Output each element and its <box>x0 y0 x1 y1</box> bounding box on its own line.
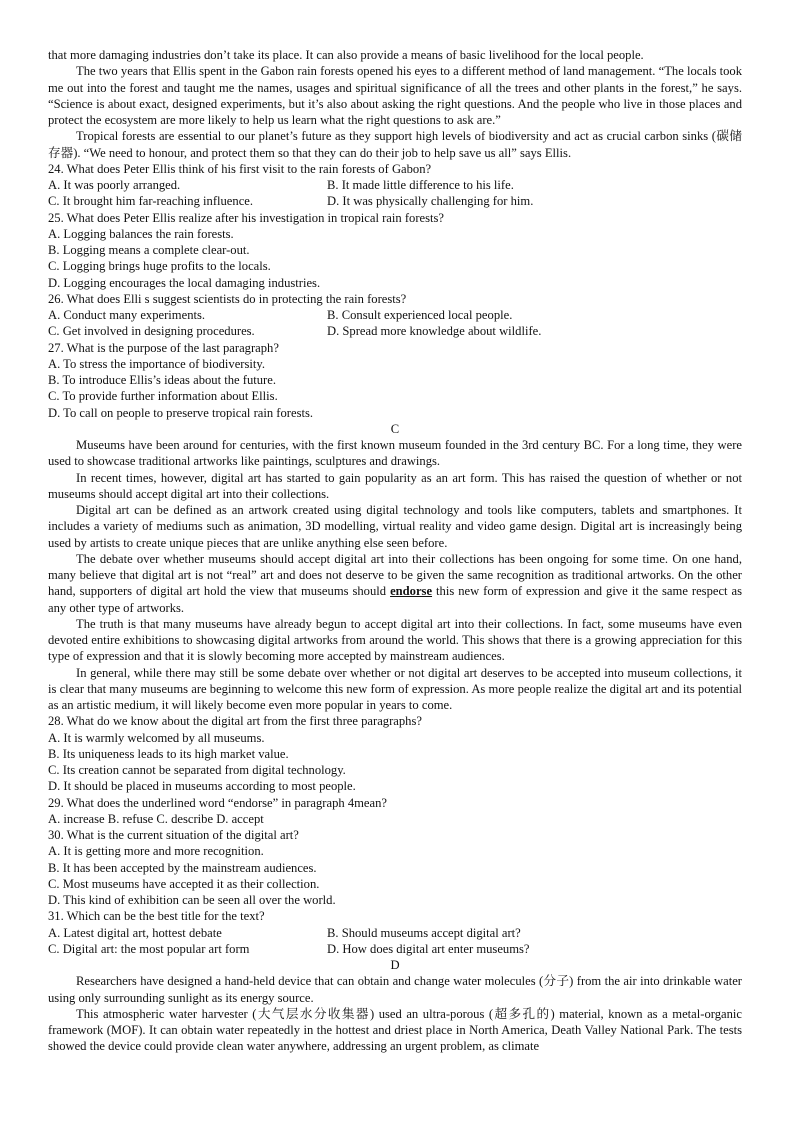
paragraph-b-1: The two years that Ellis spent in the Gabon rain forests opened his eyes to a different method of land management. “The locals took me out into the forest and taught me the names, usages and spiritual significance of all the trees and other plants in the forest,” he says. “Science is about exact, designed experiments, but it’s also about asking the right questions. And the people who live in those places and protect the ecosystem are more likely to help us learn what the right questions to ask are.” <box>48 64 742 127</box>
question-26-options-row-2 <box>48 323 742 339</box>
question-26-options-row-1 <box>48 307 742 323</box>
paragraph-b-continued: that more damaging industries don’t take its place. It can also provide a means of basic livelihood for the local people. <box>48 48 644 62</box>
option-c[interactable]: C. To provide further information about Ellis. <box>48 389 278 404</box>
option-c[interactable]: C. Logging brings huge profits to the locals. <box>48 259 271 274</box>
option-a[interactable]: A. It is warmly welcomed by all museums. <box>48 730 265 745</box>
option-b[interactable]: B. Logging means a complete clear-out. <box>48 243 250 257</box>
option-c[interactable]: C. It brought him far-reaching influence. <box>48 194 254 209</box>
question-30-stem: 30. What is the current situation of the digital art? <box>48 828 299 842</box>
option-a[interactable]: A. It is getting more and more recognition. <box>48 844 264 859</box>
question-27-stem: 27. What is the purpose of the last paragraph? <box>48 340 279 355</box>
option-c[interactable]: C. Its creation cannot be separated from digital technology. <box>48 763 346 777</box>
option-a[interactable]: A. To stress the importance of biodiversity. <box>48 356 266 371</box>
question-31-stem: 31. Which can be the best title for the text? <box>48 909 265 924</box>
option-b[interactable]: B. Should museums accept digital art? <box>327 925 521 940</box>
option-d[interactable]: D. This kind of exhibition can be seen all over the world. <box>48 893 336 907</box>
question-24-options-row-1 <box>48 177 742 193</box>
question-31-options-row-2 <box>48 941 742 957</box>
question-29-stem: 29. What does the underlined word “endorse” in paragraph 4mean? <box>48 795 387 810</box>
question-26-stem: 26. What does Elli s suggest scientists do in protecting the rain forests? <box>48 291 407 306</box>
question-28-stem: 28. What do we know about the digital art from the first three paragraphs? <box>48 714 422 729</box>
paragraph-c-3: Digital art can be defined as an artwork created using digital technology and tools like computers, tablets and smartphones. It includes a variety of mediums such as animation, 3D modelling, virtual reality and video game design. Digital art is increasingly being used by artists to create unique pieces that are unlike anything else seen before. <box>48 503 742 550</box>
question-24-stem: 24. What does Peter Ellis think of his first visit to the rain forests of Gabon? <box>48 161 432 176</box>
section-d-heading: D <box>390 958 400 972</box>
option-a[interactable]: A. Latest digital art, hottest debate <box>48 925 222 940</box>
question-29-options[interactable]: A. increase B. refuse C. describe D. accept <box>48 811 264 826</box>
option-c[interactable]: C. Most museums have accepted it as their collection. <box>48 876 320 891</box>
paragraph-c-4 <box>48 551 742 616</box>
paragraph-c-6: In general, while there may still be some debate over whether or not digital art deserves to be accepted into museum collections, it is clear that many museums are beginning to welcome this new form of expression. As more people realize the digital art and its potential as an artistic medium, it will likely become even more popular in years to come. <box>48 665 742 712</box>
option-b[interactable]: B. It has been accepted by the mainstream audiences. <box>48 860 317 875</box>
paragraph-c-5: The truth is that many museums have already begun to accept digital art into their collections. In fact, some museums have even devoted entire exhibitions to showcasing digital artworks from around the world. This shows that there is a growing appreciation for this type of expression and that it is slowly becoming more accepted by mainstream audiences. <box>48 616 742 664</box>
option-c[interactable]: C. Digital art: the most popular art form <box>48 941 250 956</box>
option-a[interactable]: A. Conduct many experiments. <box>48 308 206 322</box>
option-c[interactable]: C. Get involved in designing procedures. <box>48 324 255 339</box>
option-d[interactable]: D. Spread more knowledge about wildlife. <box>327 324 542 339</box>
option-b[interactable]: B. Consult experienced local people. <box>327 308 513 322</box>
question-25-stem: 25. What does Peter Ellis realize after his investigation in tropical rain forests? <box>48 210 444 225</box>
option-d[interactable]: D. It should be placed in museums according to most people. <box>48 779 356 794</box>
option-b[interactable]: B. It made little difference to his life. <box>327 178 514 192</box>
underlined-word-endorse: endorse <box>390 584 433 599</box>
question-31-options-row-1 <box>48 925 742 941</box>
section-c-heading: C <box>390 421 400 436</box>
paragraph-b-2: Tropical forests are essential to our planet’s future as they support high levels of biodiversity and act as crucial carbon sinks (碳储存器). “We need to honour, and protect them so that they can do their job to help save us all” says Ellis. <box>48 129 742 160</box>
paragraph-c-4-text-after: this new form of expression and give it the same respect as any other type of artworks. <box>48 584 743 615</box>
option-d[interactable]: D. Logging encourages the local damaging industries. <box>48 275 321 290</box>
paragraph-c-2: In recent times, however, digital art has started to gain popularity as an art form. This has raised the question of whether or not museums should accept digital art into their collections. <box>48 470 742 501</box>
paragraph-c-4-text-before: The debate over whether museums should accept digital art into their collections has been ongoing for some time. On one hand, many believe that digital art is not “real” art and does not deserve to be given the same recognition as traditional artworks. On the other hand, supporters of digital art hold the view that museums should <box>48 551 742 599</box>
paragraph-c-1: Museums have been around for centuries, with the first known museum founded in the 3rd century BC. For a long time, they were used to showcase traditional artworks like paintings, sculptures and drawings. <box>48 438 742 469</box>
option-d[interactable]: D. How does digital art enter museums? <box>327 941 530 956</box>
paragraph-d-2: This atmospheric water harvester (大气层水分收集器) used an ultra-porous (超多孔的) material, known as a metal-organic framework (MOF). It can obtain water repeatedly in the hottest and driest place in North America, Death Valley National Park. The tests showed the device could provide clean water anywhere, addressing an urgent problem, as climate <box>48 1006 742 1054</box>
option-d[interactable]: D. It was physically challenging for him. <box>327 194 534 209</box>
option-a[interactable]: A. It was poorly arranged. <box>48 178 181 192</box>
option-a[interactable]: A. Logging balances the rain forests. <box>48 226 234 241</box>
option-d[interactable]: D. To call on people to preserve tropical rain forests. <box>48 405 314 420</box>
question-24-options-row-2 <box>48 193 742 209</box>
option-b[interactable]: B. Its uniqueness leads to its high market value. <box>48 746 289 761</box>
option-b[interactable]: B. To introduce Ellis’s ideas about the future. <box>48 373 276 387</box>
paragraph-d-1: Researchers have designed a hand-held device that can obtain and change water molecules (分子) from the air into drinkable water using only surrounding sunlight as its energy source. <box>48 974 742 1005</box>
